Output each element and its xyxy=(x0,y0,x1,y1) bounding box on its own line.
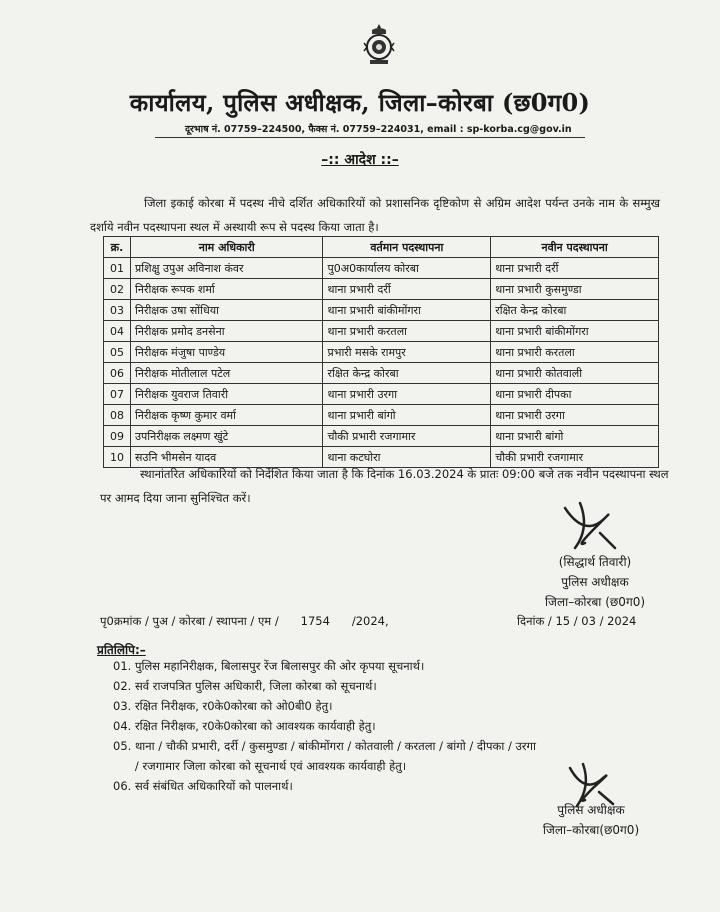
list-item: 04. रक्षित निरीक्षक, र0के0कोरबा को आवश्यक कार्यवाही हेतु। xyxy=(113,719,376,733)
row-new: थाना प्रभारी बांगो xyxy=(491,426,659,447)
row-current: थाना कटघोरा xyxy=(323,447,491,468)
row-officer: निरीक्षक युवराज तिवारी xyxy=(131,384,323,405)
row-current: थाना प्रभारी दर्री xyxy=(323,279,491,300)
intro-paragraph xyxy=(90,191,660,239)
office-title: कार्यालय, पुलिस अधीक्षक, जिला–कोरबा (छ0ग0) xyxy=(129,88,591,117)
row-new: थाना प्रभारी करतला xyxy=(491,342,659,363)
list-item: 01. पुलिस महानिरीक्षक, बिलासपुर रेंज बिलासपुर की ओर कृपया सूचनार्थ। xyxy=(113,659,425,673)
list-item: 02. सर्व राजपत्रित पुलिस अधिकारी, जिला कोरबा को सूचनार्थ। xyxy=(113,679,377,693)
row-officer: निरीक्षक रूपक शर्मा xyxy=(131,279,323,300)
row-new: थाना प्रभारी कोतवाली xyxy=(491,363,659,384)
transfer-table xyxy=(103,236,659,468)
order-heading xyxy=(0,150,720,169)
row-officer: निरीक्षक उषा सोंधिया xyxy=(131,300,323,321)
row-new: थाना प्रभारी दर्री xyxy=(491,258,659,279)
list-item: 03. रक्षित निरीक्षक, र0के0कोरबा को ओ0बी0 हेतु। xyxy=(113,699,333,713)
footer-district: जिला–कोरबा(छ0ग0) xyxy=(542,823,640,837)
row-new: थाना प्रभारी उरगा xyxy=(491,405,659,426)
row-new: थाना प्रभारी कुसमुण्डा xyxy=(491,279,659,300)
row-sr: 01 xyxy=(104,258,131,279)
table-row xyxy=(104,384,659,405)
copy-to-heading: प्रतिलिपि:– xyxy=(97,643,146,657)
row-officer: निरीक्षक प्रमोद डनसेना xyxy=(131,321,323,342)
header-sr: क्र. xyxy=(104,237,131,258)
row-officer: निरीक्षक कृष्ण कुमार वर्मा xyxy=(131,405,323,426)
signatory-district: जिला–कोरबा (छ0ग0) xyxy=(544,595,646,609)
list-item: 06. सर्व संबंधित अधिकारियों को पालनार्थ। xyxy=(113,779,293,793)
row-sr: 07 xyxy=(104,384,131,405)
row-sr: 10 xyxy=(104,447,131,468)
row-current: थाना प्रभारी करतला xyxy=(323,321,491,342)
list-item: 05. थाना / चौकी प्रभारी, दर्री / कुसमुण्डा / बांकीमोंगरा / कोतवाली / करतला / बांगो / दीपका / उरगा xyxy=(113,739,536,753)
row-current: थाना प्रभारी उरगा xyxy=(323,384,491,405)
header-officer-name: नाम अधिकारी xyxy=(131,237,323,258)
order-heading-text: –:: आदेश ::– xyxy=(321,152,399,168)
row-sr: 06 xyxy=(104,363,131,384)
footer-designation: पुलिस अधीक्षक xyxy=(557,803,625,817)
row-current: प्रभारी मसके रामपुर xyxy=(323,342,491,363)
header-divider xyxy=(155,137,585,138)
relieve-text: स्थानांतरित अधिकारियों को निर्देशित किया जाता है कि दिनांक 16.03.2024 के प्रातः 09:00 बजे तक नवीन पदस्थापना स्थल पर आमद दिया जाना सुनिश्चित करें। xyxy=(100,467,669,505)
header-current-posting: वर्तमान पदस्थापना xyxy=(323,237,491,258)
row-sr: 04 xyxy=(104,321,131,342)
table-row xyxy=(104,363,659,384)
footer-signatory-block xyxy=(516,800,666,840)
header-new-posting: नवीन पदस्थापना xyxy=(491,237,659,258)
row-sr: 02 xyxy=(104,279,131,300)
police-emblem-icon xyxy=(362,22,396,66)
row-officer: निरीक्षक मंजुषा पाण्डेय xyxy=(131,342,323,363)
reference-number: पृ0क्रमांक / पुअ / कोरबा / स्थापना / एम / 1754 /2024, xyxy=(100,614,389,628)
table-row xyxy=(104,426,659,447)
signature-icon xyxy=(555,498,625,553)
row-officer: निरीक्षक मोतीलाल पटेल xyxy=(131,363,323,384)
row-current: चौकी प्रभारी रजगामार xyxy=(323,426,491,447)
row-new: थाना प्रभारी बांकीमोंगरा xyxy=(491,321,659,342)
table-row xyxy=(104,258,659,279)
contact-line: दूरभाष नं. 07759–224500, फैक्स नं. 07759–224031, email : sp-korba.cg@gov.in xyxy=(185,124,572,135)
table-row xyxy=(104,279,659,300)
signatory-designation: पुलिस अधीक्षक xyxy=(561,575,629,589)
table-row xyxy=(104,300,659,321)
row-current: थाना प्रभारी बांगो xyxy=(323,405,491,426)
row-officer: उपनिरीक्षक लक्ष्मण खुंटे xyxy=(131,426,323,447)
table-row xyxy=(104,405,659,426)
table-header-row xyxy=(104,237,659,258)
row-sr: 05 xyxy=(104,342,131,363)
row-current: रक्षित केन्द्र कोरबा xyxy=(323,363,491,384)
row-current: थाना प्रभारी बांकीमोंगरा xyxy=(323,300,491,321)
row-new: चौकी प्रभारी रजगामार xyxy=(491,447,659,468)
table-row xyxy=(104,342,659,363)
intro-text: जिला इकाई कोरबा में पदस्थ नीचे दर्शित अधिकारियों को प्रशासनिक दृष्टिकोण से अग्रिम आदेश पर्यन्त उनके नाम के सम्मुख दर्शाये नवीन पदस्थापना स्थल में अस्थायी रूप से पदस्थ किया जाता है। xyxy=(90,196,660,234)
row-officer: सउनि भीमसेन यादव xyxy=(131,447,323,468)
list-item: / रजगामार जिला कोरबा को सूचनार्थ एवं आवश्यक कार्यवाही हेतु। xyxy=(113,759,407,773)
row-sr: 03 xyxy=(104,300,131,321)
table-row xyxy=(104,321,659,342)
signatory-name: (सिद्धार्थ तिवारी) xyxy=(558,555,632,569)
row-current: पु0अ0कार्यालय कोरबा xyxy=(323,258,491,279)
reference-date: दिनांक / 15 / 03 / 2024 xyxy=(517,614,637,628)
row-new: रक्षित केन्द्र कोरबा xyxy=(491,300,659,321)
signatory-block xyxy=(530,552,660,612)
row-officer: प्रशिक्षु उपुअ अविनाश कंवर xyxy=(131,258,323,279)
row-sr: 08 xyxy=(104,405,131,426)
row-sr: 09 xyxy=(104,426,131,447)
row-new: थाना प्रभारी दीपका xyxy=(491,384,659,405)
